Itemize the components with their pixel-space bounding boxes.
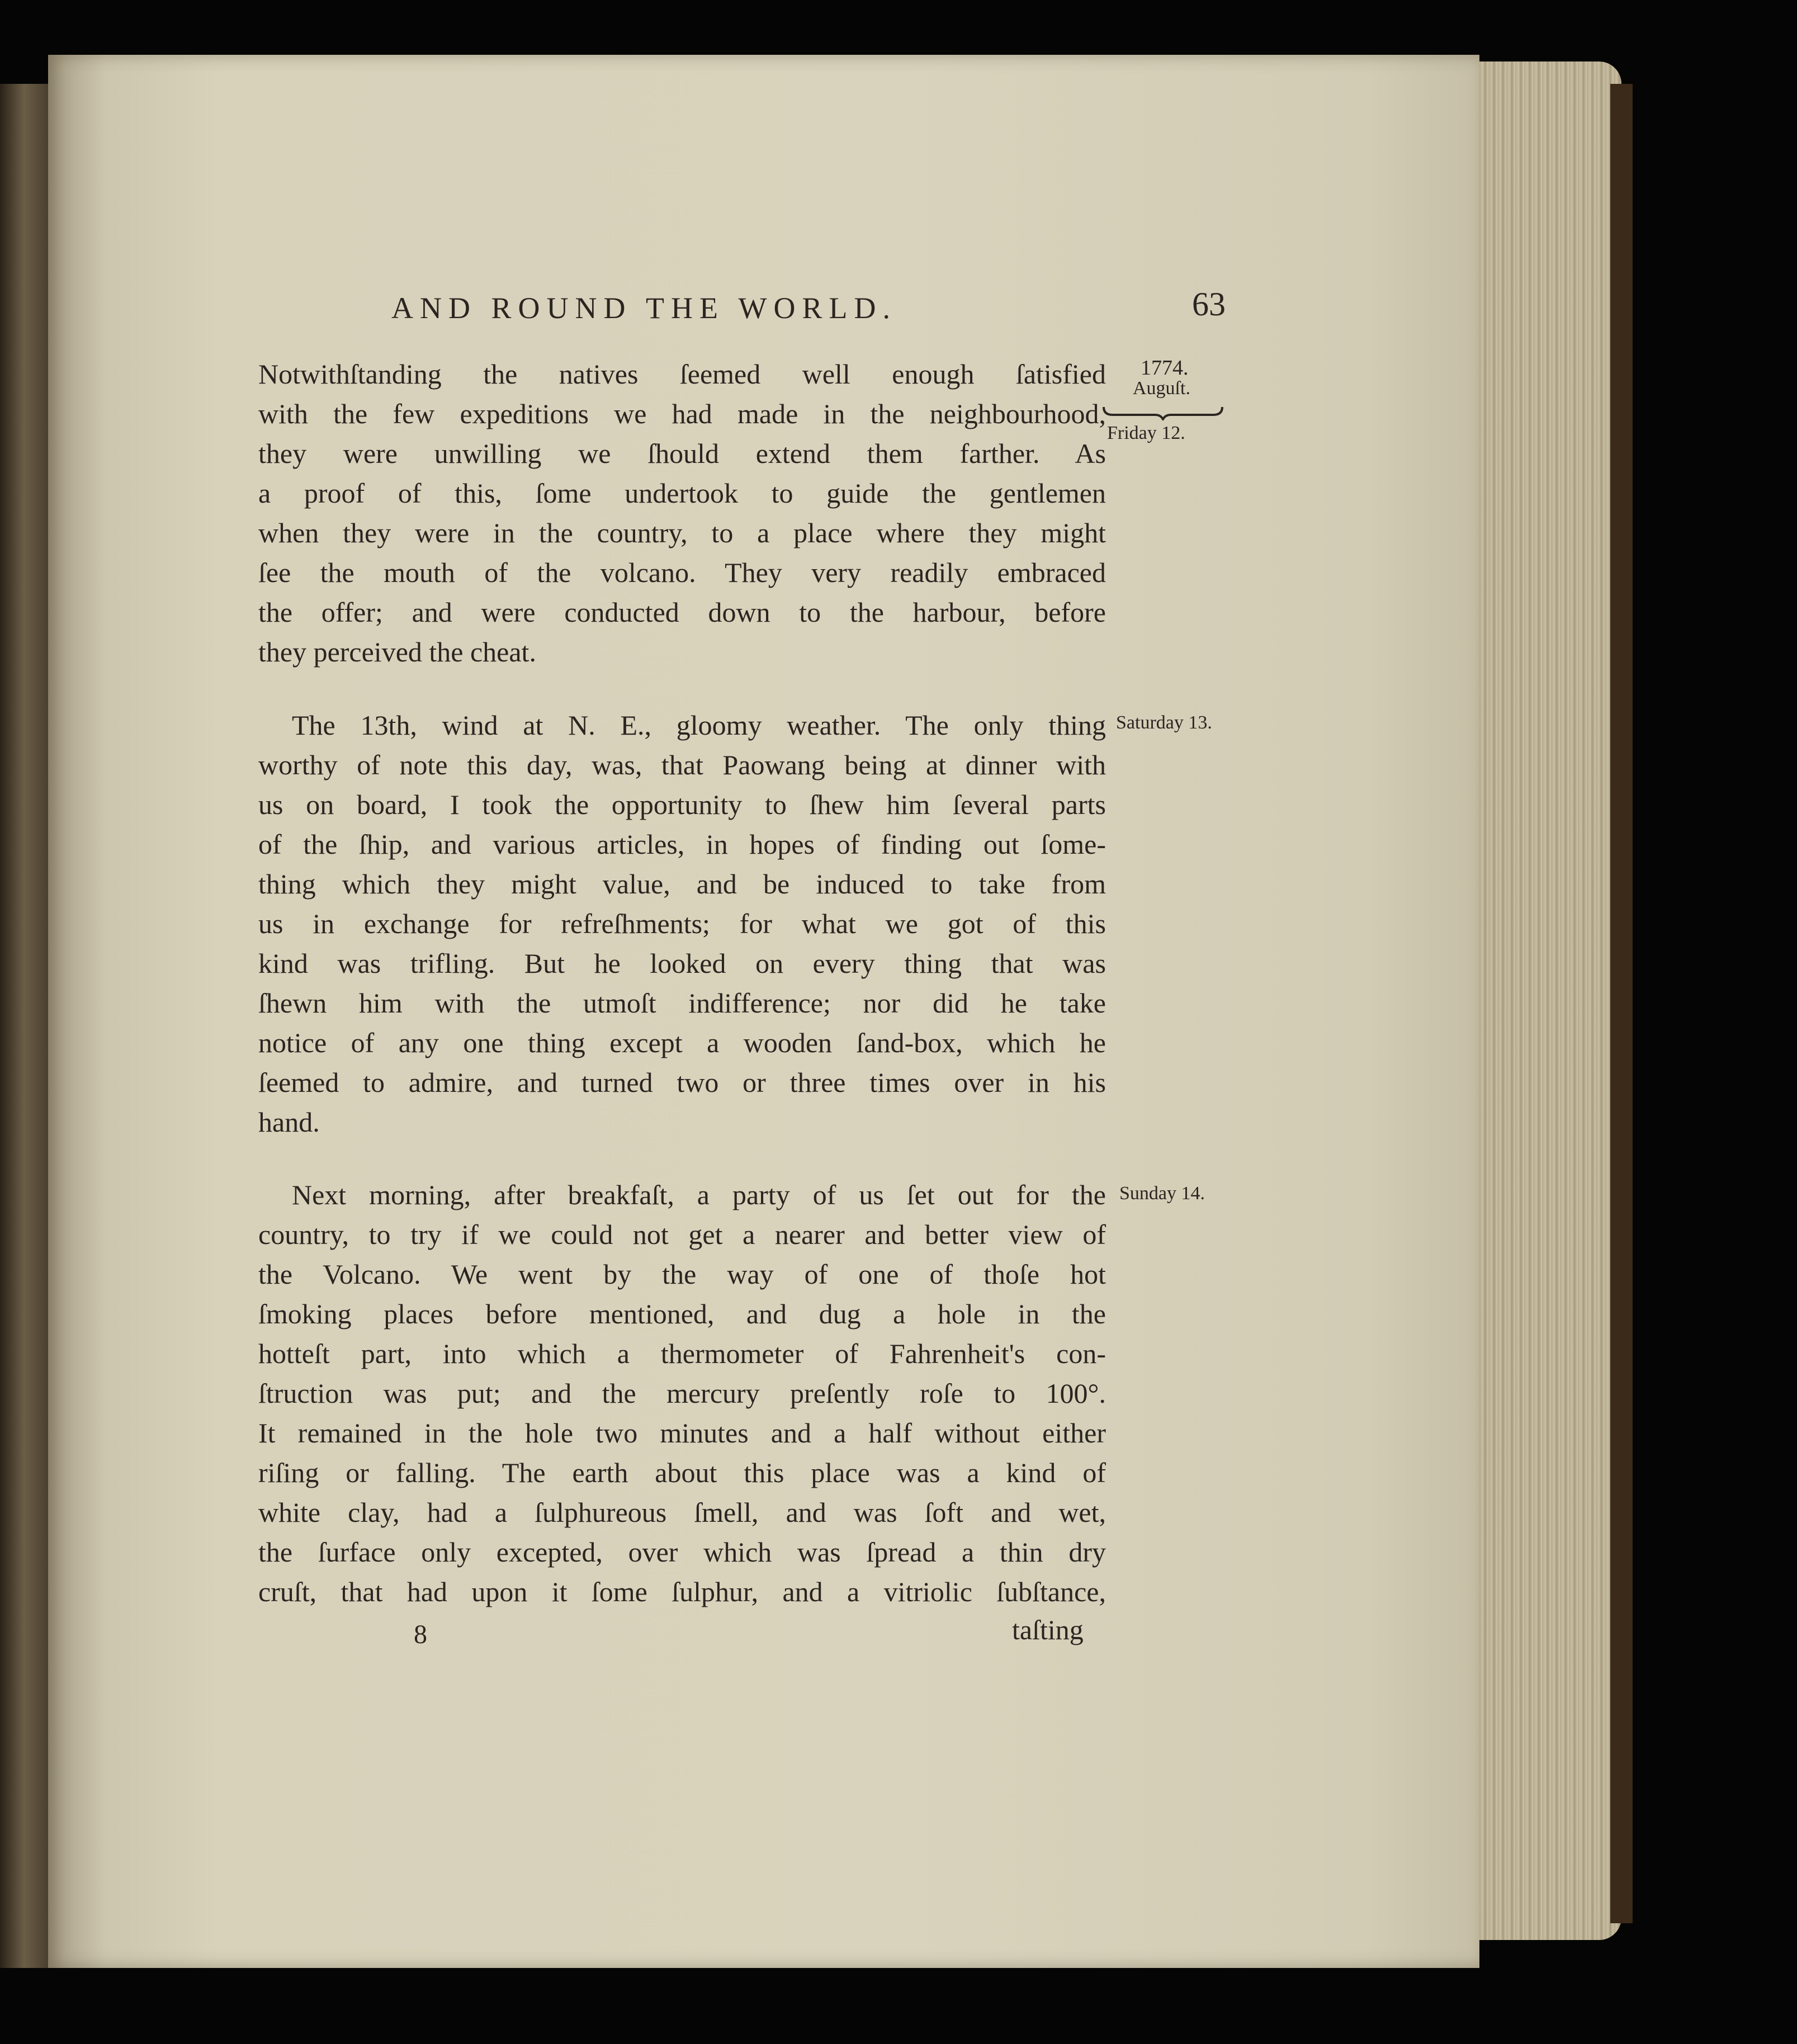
margin-friday: Friday 12. (1107, 423, 1185, 443)
paragraph-3 (258, 1175, 1106, 1612)
paragraph-line: us on board, I took the opportunity to ſhew him ſeveral parts (258, 789, 1106, 820)
catchword: taſting (1012, 1614, 1084, 1645)
paragraph-line: Next morning, after breakfaſt, a party of us ſet out for the (292, 1179, 1106, 1210)
paragraph-line: us in exchange for refreſhments; for what we got of this (258, 908, 1106, 939)
margin-brace (1101, 404, 1224, 420)
paragraph-2 (258, 706, 1106, 1142)
book-cover-board (1610, 84, 1633, 1923)
page-number: 63 (1192, 286, 1226, 323)
paragraph-line: hotteſt part, into which a thermometer of Fahrenheit's con- (258, 1338, 1106, 1369)
paragraph-line: white clay, had a ſulphureous ſmell, and was ſoft and wet, (258, 1497, 1106, 1528)
paragraph-line: the ſurface only excepted, over which was ſpread a thin dry (258, 1536, 1106, 1568)
paragraph-line: It remained in the hole two minutes and a half without either (258, 1417, 1106, 1449)
paragraph-line: The 13th, wind at N. E., gloomy weather. The only thing (292, 709, 1106, 741)
paragraph-line: they were unwilling we ſhould extend them farther. As (258, 438, 1106, 469)
margin-sunday: Sunday 14. (1119, 1183, 1205, 1204)
paragraph-line: cruſt, that had upon it ſome ſulphur, and a vitriolic ſubſtance, (258, 1576, 1106, 1607)
paragraph-line: kind was trifling. But he looked on every thing that was (258, 948, 1106, 979)
paragraph-line: country, to try if we could not get a nearer and better view of (258, 1219, 1106, 1250)
signature-mark: 8 (414, 1620, 427, 1649)
paragraph-line: thing which they might value, and be induced to take from (258, 868, 1106, 900)
paragraph-line: of the ſhip, and various articles, in hopes of finding out ſome- (258, 829, 1106, 860)
page-block-edges (1470, 61, 1621, 1940)
paragraph-line: when they were in the country, to a place where they might (258, 517, 1106, 548)
margin-month: Auguſt. (1133, 378, 1190, 399)
paragraph-line: they perceived the cheat. (258, 636, 536, 668)
paragraph-line: with the few expeditions we had made in the neighbourhood, (258, 398, 1106, 429)
paragraph-line: a proof of this, ſome undertook to guide the gentlemen (258, 477, 1106, 509)
paragraph-line: ſtruction was put; and the mercury preſently roſe to 100°. (258, 1378, 1106, 1409)
paragraph-line: hand. (258, 1106, 320, 1138)
left-page-edge (0, 84, 48, 1968)
paragraph-line: Notwithſtanding the natives ſeemed well enough ſatisfied (258, 358, 1106, 390)
paragraph-line: the offer; and were conducted down to the harbour, before (258, 597, 1106, 628)
paragraph-line: ſee the mouth of the volcano. They very readily embraced (258, 557, 1106, 588)
paragraph-line: worthy of note this day, was, that Paowang being at dinner with (258, 749, 1106, 780)
margin-saturday: Saturday 13. (1116, 712, 1212, 733)
paragraph-line: notice of any one thing except a wooden ſand-box, which he (258, 1027, 1106, 1058)
margin-year: 1774. (1141, 356, 1189, 380)
paragraph-line: the Volcano. We went by the way of one of thoſe hot (258, 1258, 1106, 1290)
paragraph-line: ſmoking places before mentioned, and dug a hole in the (258, 1298, 1106, 1329)
paragraph-line: riſing or falling. The earth about this place was a kind of (258, 1457, 1106, 1488)
paragraph-line: ſhewn him with the utmoſt indifference; nor did he take (258, 987, 1106, 1019)
paragraph-line: ſeemed to admire, and turned two or three times over in his (258, 1067, 1106, 1098)
paragraph-1 (258, 354, 1106, 672)
running-title: AND ROUND THE WORLD. (391, 291, 897, 325)
